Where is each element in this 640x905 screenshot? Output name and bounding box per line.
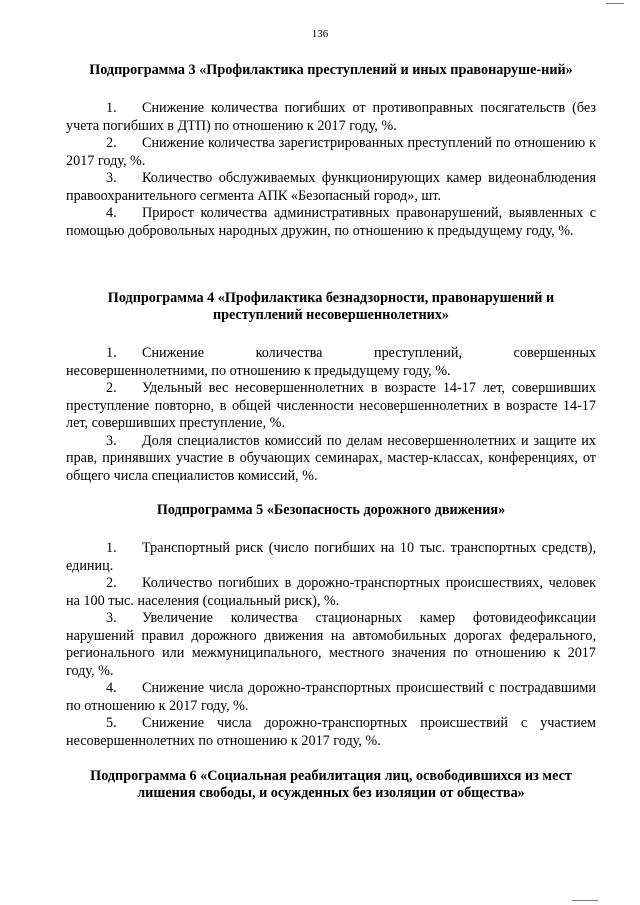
- list-item: 3. Доля специалистов комиссий по делам несовершеннолетних и защите их прав, принявших участие в обучающих семинарах, мастер-классах, конференциях, от общего числа специалистов комиссий, %.: [66, 432, 596, 484]
- section-subprogram-3: [66, 62, 596, 240]
- section-heading: Подпрограмма 3 «Профилактика преступлений и иных правонаруше-ний»: [89, 62, 573, 78]
- indicator-list: [66, 345, 596, 485]
- list-item: 5. Снижение числа дорожно-транспортных происшествий с участием несовершеннолетних по отношению к 2017 году, %.: [66, 715, 596, 749]
- list-item: 4. Прирост количества административных правонарушений, выявленных с помощью добровольных народных дружин, по отношению к предыдущему году, %.: [66, 205, 596, 239]
- section-heading: Подпрограмма 4 «Профилактика безнадзорности, правонарушений и преступлений несовершеннолетних»: [107, 290, 555, 323]
- section-subprogram-5: [66, 502, 596, 750]
- list-item: 4. Снижение числа дорожно-транспортных происшествий с пострадавшими по отношению к 2017 году, %.: [66, 680, 596, 714]
- section-heading: Подпрограмма 5 «Безопасность дорожного движения»: [156, 502, 506, 518]
- list-item: 2. Количество погибших в дорожно-транспортных происшествиях, человек на 100 тыс. населения (социальный риск), %.: [66, 575, 596, 609]
- scan-mark-bottom: [572, 900, 598, 901]
- section-subprogram-6: [66, 768, 596, 802]
- scan-mark-top: [606, 3, 624, 4]
- list-item: 3. Увеличение количества стационарных камер фотовидеофиксации нарушений правил дорожного движения на автомобильных дорогах федерального, регионального или межмуниципального, местного значения по отношению к 2017 году, %.: [66, 610, 596, 679]
- section-heading: Подпрограмма 6 «Социальная реабилитация лиц, освободившихся из мест лишения свободы, и осужденных без изоляции от общества»: [90, 768, 572, 801]
- list-item: 2. Снижение количества зарегистрированных преступлений по отношению к 2017 году, %.: [66, 135, 596, 169]
- indicator-list: [66, 100, 596, 240]
- list-item: 1. Снижение количества преступлений, совершенных несовершеннолетними, по отношению к предыдущему году, %.: [66, 345, 596, 379]
- list-item: 3. Количество обслуживаемых функционирующих камер видеонаблюдения правоохранительного сегмента АПК «Безопасный город», шт.: [66, 170, 596, 204]
- indicator-list: [66, 540, 596, 750]
- list-item: 1. Транспортный риск (число погибших на 10 тыс. транспортных средств), единиц.: [66, 540, 596, 574]
- list-item: 1. Снижение количества погибших от противоправных посягательств (без учета погибших в ДТП) по отношению к 2017 году, %.: [66, 100, 596, 134]
- list-item: 2. Удельный вес несовершеннолетних в возрасте 14-17 лет, совершивших преступление повторно, в общей численности несовершеннолетних в возрасте 14-17 лет, совершивших преступление, %.: [66, 380, 596, 431]
- section-subprogram-4: [66, 290, 596, 485]
- page-number: 136: [311, 28, 329, 40]
